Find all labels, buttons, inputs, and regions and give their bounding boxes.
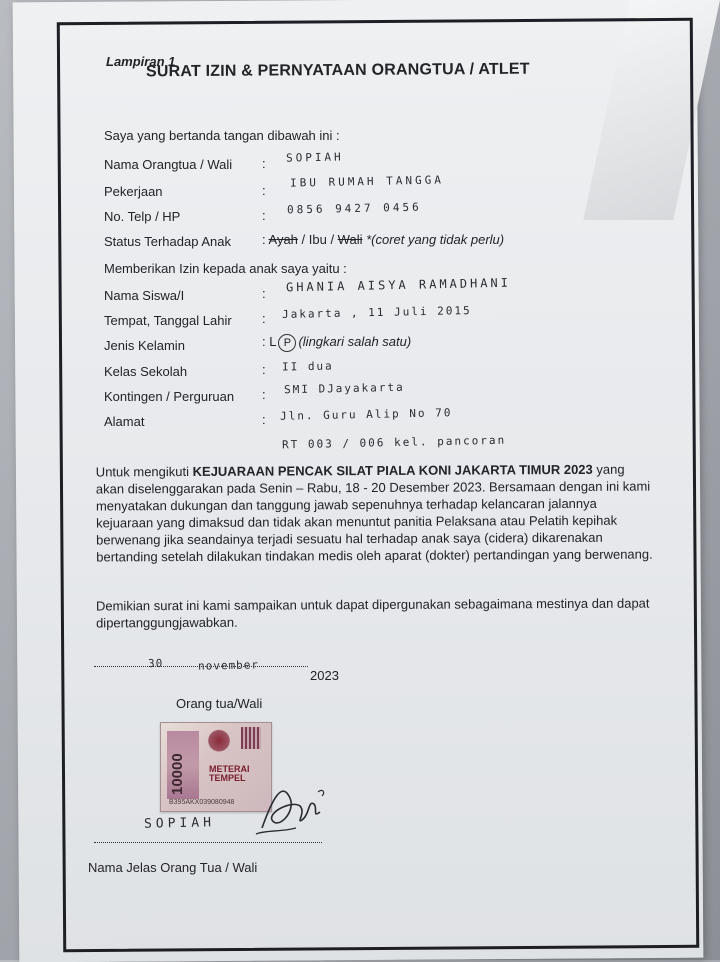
signatory-caption: Nama Jelas Orang Tua / Wali [88,860,258,875]
colon: : [262,362,266,377]
status-option-wali: Wali [337,232,363,247]
colon: : [262,387,266,402]
date-year: 2023 [310,668,339,683]
name-dotted-line [94,842,322,843]
gender-option-l: : L [262,334,277,349]
signatory-name: SOPIAH [143,815,216,832]
stamp-serial: B395AKX039080948 [169,799,235,806]
field-value-phone: 0856 9427 0456 [286,200,422,217]
closing-paragraph: Demikian surat ini kami sampaikan untuk dapat dipergunakan sebagaimana mestinya dan dapat dipertanggungjawabkan. [95,595,650,631]
document-title: SURAT IZIN & PERNYATAAN ORANGTUA / ATLET [145,60,530,81]
field-value-address-line2: RT 003 / 006 kel. pancoran [281,433,507,452]
colon: : [262,412,266,427]
statement-start: Untuk mengikuti [95,463,193,480]
event-name: KEJUARAAN PENCAK SILAT PIALA KONI JAKARTA TIMUR 2023 [192,461,593,479]
field-value-birth: Jakarta , 11 Juli 2015 [281,304,472,321]
field-label-birth: Tempat, Tanggal Lahir [104,313,232,328]
status-option-ayah: Ayah [268,232,298,247]
field-label-occupation: Pekerjaan [104,184,163,199]
garuda-emblem-icon [207,729,231,755]
field-value-parent-name: SOPIAH [285,150,344,165]
stamp-value: 10000 [169,753,186,795]
gender-options [262,334,411,352]
handwritten-signature [252,770,332,840]
parent-intro: Saya yang bertanda tangan dibawah ini : [104,128,340,143]
gender-note: (lingkari salah satu) [298,334,412,349]
field-value-occupation: IBU RUMAH TANGGA [289,173,445,190]
status-option-ibu: / Ibu / [297,232,338,247]
colon: : [262,183,266,198]
colon: : [262,156,266,171]
colon: : [262,286,266,301]
statement-rest: yang akan diselenggarakan pada Senin – Rabu, 18 - 20 Desember 2023. Bersamaan dengan ini kami menyatakan dukungan dan tanggung jawab sepenuhnya terhadap kelancaran jalannya kejuaraan yang dimaksud dan tidak akan menuntut panitia Pelaksana atau Pelatih kepihak berwenang jika seandainya terjadi sesuatu hal terhadap anak saya (cidera) dikarenakan bertanding setelah dilakukan tindakan medis oleh aparat (dokter) pertandingan yang berwenang. [95,461,653,565]
field-label-address: Alamat [104,414,145,429]
field-label-parent-name: Nama Orangtua / Wali [104,157,233,172]
colon: : [262,208,266,223]
date-day: 30 [147,656,164,671]
field-label-student-name: Nama Siswa/I [104,288,185,303]
field-label-gender: Jenis Kelamin [104,338,185,353]
colon: : [262,311,266,326]
field-value-class: II dua [281,359,334,374]
status-note: *(coret yang tidak perlu) [362,232,505,247]
field-value-contingent: SMI DJayakarta [283,380,405,397]
gender-option-p-circled: P [278,334,296,352]
field-label-contingent: Kontingen / Perguruan [104,389,235,404]
attachment-label: Lampiran 1 [106,54,176,69]
status-options: : Ayah / Ibu / Wali *(coret yang tidak perlu) [262,232,505,247]
child-intro: Memberikan Izin kepada anak saya yaitu : [104,261,347,276]
stamp-label: METERAI TEMPEL [209,764,250,783]
field-value-student-name: GHANIA AISYA RAMADHANI [285,275,512,295]
field-label-phone: No. Telp / HP [104,209,181,224]
signatory-role: Orang tua/Wali [176,696,263,711]
field-value-address: Jln. Guru Alip No 70 [279,406,453,423]
stamp-security-stripe [241,727,261,749]
field-label-status: Status Terhadap Anak [104,234,231,249]
field-label-class: Kelas Sekolah [104,364,188,379]
statement-paragraph [96,461,657,566]
date-month: november [197,658,260,673]
